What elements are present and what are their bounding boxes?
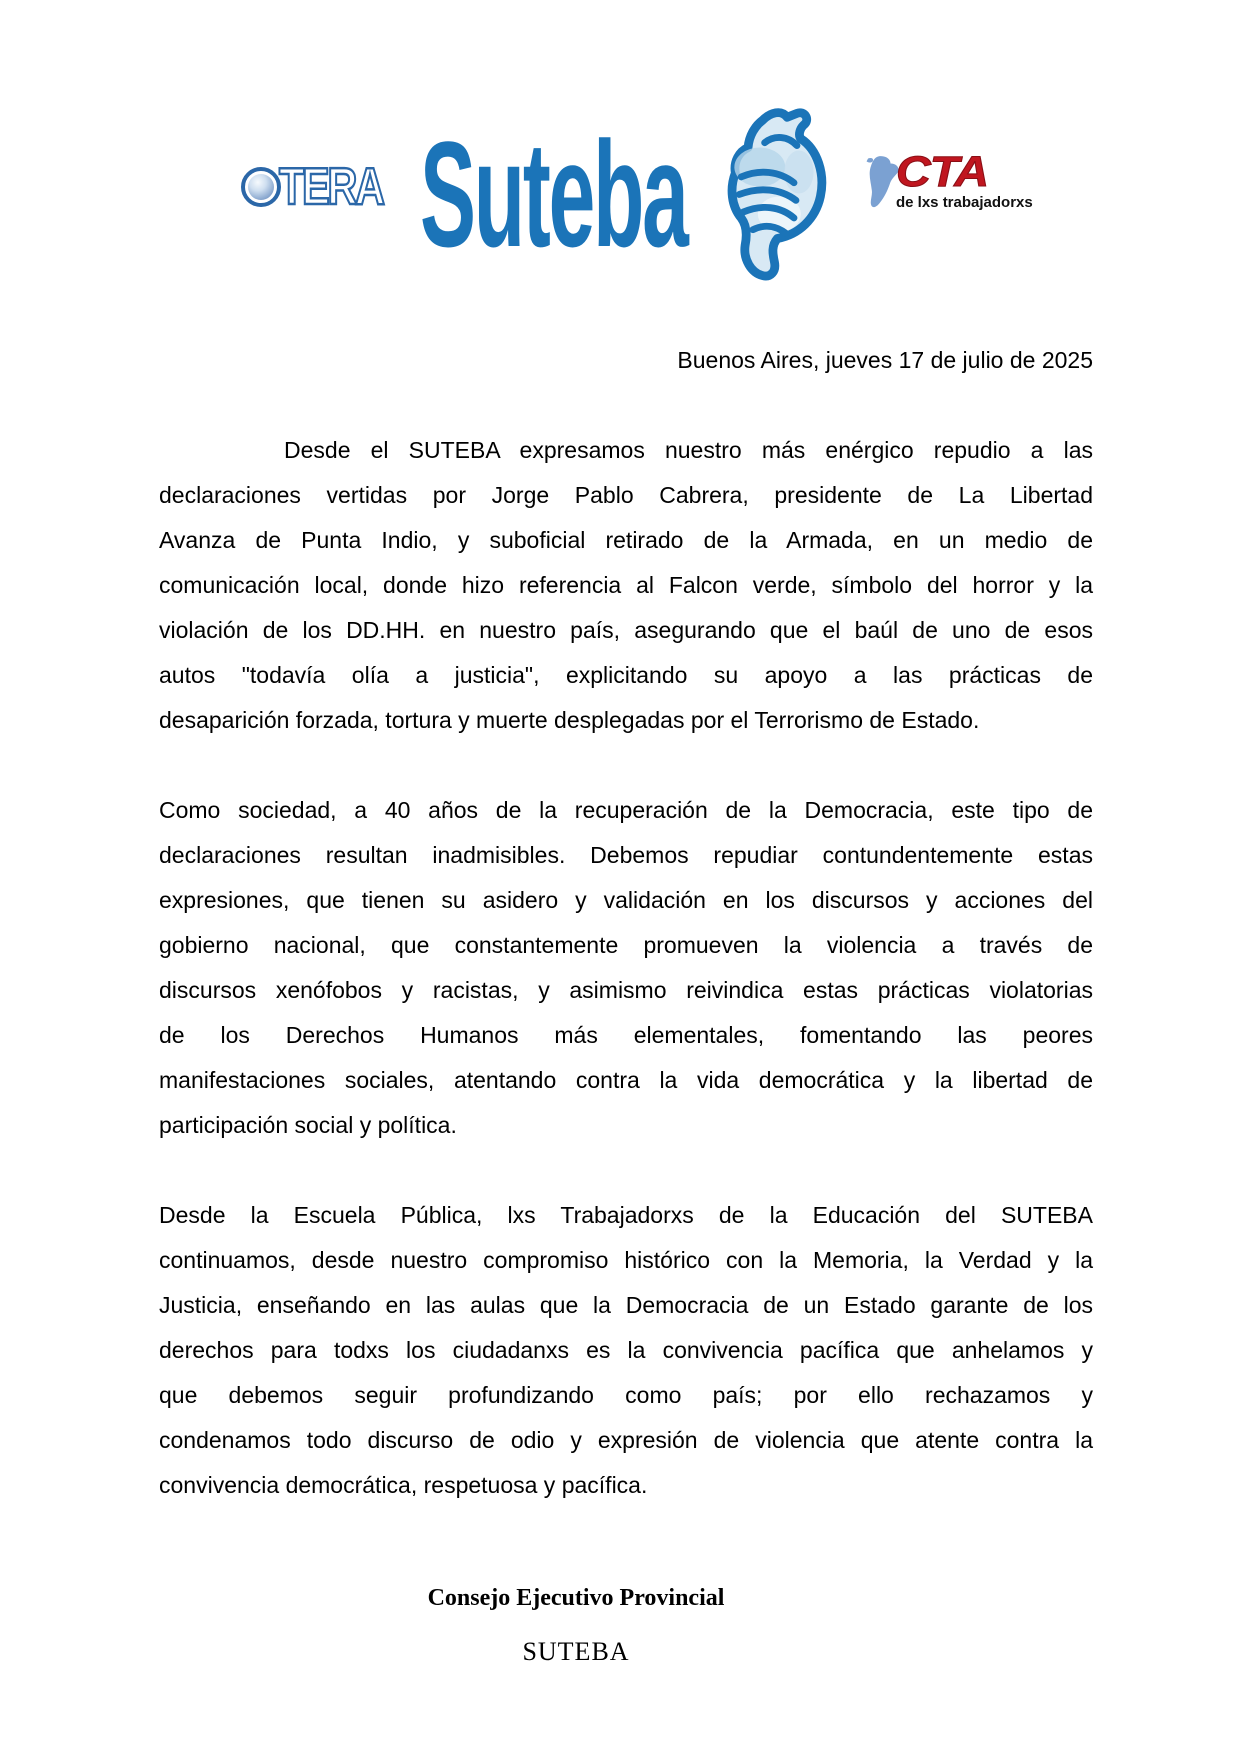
paragraph-line: expresiones, que tienen su asidero y validación en los discursos y acciones del (159, 887, 1093, 913)
paragraph (159, 428, 1093, 743)
date-line: Buenos Aires, jueves 17 de julio de 2025 (677, 347, 1093, 373)
ctera-logo-text: TERA (279, 158, 383, 216)
suteba-logo-text: Suteba (420, 110, 687, 278)
paragraph-line: que debemos seguir profundizando como país; por ello rechazamos y (159, 1382, 1093, 1408)
paragraph-line: Justicia, enseñando en las aulas que la Democracia de un Estado garante de los (159, 1292, 1093, 1318)
paragraph-line: Desde la Escuela Pública, lxs Trabajadorxs de la Educación del SUTEBA (159, 1202, 1093, 1228)
paragraph-line: autos "todavía olía a justicia", explicitando su apoyo a las prácticas de (159, 662, 1093, 688)
paragraph-line: declaraciones vertidas por Jorge Pablo Cabrera, presidente de La Libertad (159, 482, 1093, 508)
paragraph-line: declaraciones resultan inadmisibles. Debemos repudiar contundentemente estas (159, 842, 1093, 868)
paragraph-line: Avanza de Punta Indio, y suboficial retirado de la Armada, en un medio de (159, 527, 1093, 553)
paragraph-line: continuamos, desde nuestro compromiso histórico con la Memoria, la Verdad y la (159, 1247, 1093, 1273)
paragraph (159, 1193, 1093, 1508)
paragraph-line: Desde el SUTEBA expresamos nuestro más enérgico repudio a las (284, 437, 1093, 463)
ctera-logo (241, 158, 409, 216)
footer-org-line: Consejo Ejecutivo Provincial (427, 1585, 725, 1611)
paragraph-line: participación social y política. (159, 1112, 457, 1138)
footer-signature: SUTEBA (522, 1637, 630, 1666)
ctera-sphere-icon (241, 167, 281, 207)
paragraph-line: derechos para todxs los ciudadanxs es la convivencia pacífica que anhelamos y (159, 1337, 1093, 1363)
paragraph-line: comunicación local, donde hizo referencia al Falcon verde, símbolo del horror y la (159, 572, 1093, 598)
paragraph-line: discursos xenófobos y racistas, y asimismo reivindica estas prácticas violatorias (159, 977, 1093, 1003)
paragraph-line: manifestaciones sociales, atentando contra la vida democrática y la libertad de (159, 1067, 1093, 1093)
paragraph-line: gobierno nacional, que constantemente promueven la violencia a través de (159, 932, 1093, 958)
buenos-aires-map-hand-icon (706, 96, 838, 292)
cta-logo (858, 149, 1048, 219)
paragraph-line: de los Derechos Humanos más elementales, fomentando las peores (159, 1022, 1093, 1048)
cta-logo-subtext: de lxs trabajadorxs (896, 194, 1033, 211)
letter-body (159, 428, 1093, 1553)
paragraph-line: Como sociedad, a 40 años de la recuperación de la Democracia, este tipo de (159, 797, 1093, 823)
letter-footer (159, 1583, 993, 1667)
cta-logo-text: CTA (896, 148, 989, 196)
paragraph-line: convivencia democrática, respetuosa y pacífica. (159, 1472, 648, 1498)
paragraph-line: violación de los DD.HH. en nuestro país, asegurando que el baúl de uno de esos (159, 617, 1093, 643)
paragraph-line: desaparición forzada, tortura y muerte desplegadas por el Terrorismo de Estado. (159, 707, 980, 733)
paragraph (159, 788, 1093, 1148)
paragraph-line: condenamos todo discurso de odio y expresión de violencia que atente contra la (159, 1427, 1093, 1453)
